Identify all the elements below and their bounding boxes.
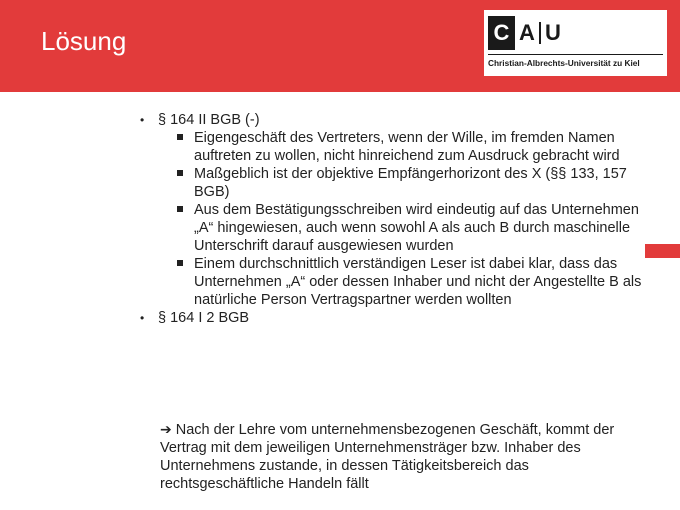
sub-bullet-text: Aus dem Bestätigungsschreiben wird eindeutig auf das Unternehmen „A“ hingewiesen, auch wenn sowohl A als auch B durch maschinelle Unterschrift darauf ausgewiesen wurden [194,202,639,254]
bullet-item [140,111,650,129]
university-logo [484,10,667,76]
logo-subtitle: Christian-Albrechts-Universität zu Kiel [488,58,640,68]
logo-divider [488,54,663,55]
slide-title: Lösung [41,26,127,56]
square-bullet-icon [177,260,183,266]
sub-bullet-text: Einem durchschnittlich verständigen Leser ist dabei klar, dass das Unternehmen „A“ oder dessen Inhaber und nicht der Angestellte B als natürliche Person Vertragspartner werden wollten [194,256,642,308]
bullet-text: § 164 II BGB (-) [158,112,260,128]
logo-letter-u: U [541,16,565,50]
square-bullet-icon [177,134,183,140]
square-bullet-icon [177,206,183,212]
square-bullet-icon [177,170,183,176]
arrow-right-icon: ➔ [160,421,172,437]
logo-letters [488,16,565,50]
sub-bullet-text: Maßgeblich ist der objektive Empfängerhorizont des X (§§ 133, 157 BGB) [194,166,627,200]
logo-letter-a: A [515,16,539,50]
sub-bullet-item [140,129,650,165]
sub-bullet-item [140,255,650,309]
bullet-dot-icon: • [140,311,145,325]
sub-bullet-item [140,201,650,255]
conclusion-paragraph [160,420,650,493]
slide-content [140,111,650,327]
sub-bullet-item [140,165,650,201]
conclusion-text: Nach der Lehre vom unternehmensbezogenen Geschäft, kommt der Vertrag mit dem jeweiligen Unternehmensträger bzw. Inhaber des Unternehmens zustande, in dessen Tätigkeitsbereich das rechtsgeschäftliche Handeln fällt [160,422,615,492]
slide-header [0,0,680,92]
sub-bullet-text: Eigengeschäft des Vertreters, wenn der Wille, im fremden Namen auftreten zu wollen, nicht hinreichend zum Ausdruck gebracht wird [194,130,620,164]
bullet-item [140,309,650,327]
bullet-dot-icon: • [140,113,145,127]
bullet-text: § 164 I 2 BGB [158,310,250,326]
logo-letter-c: C [488,16,515,50]
side-accent-bar [645,244,680,258]
